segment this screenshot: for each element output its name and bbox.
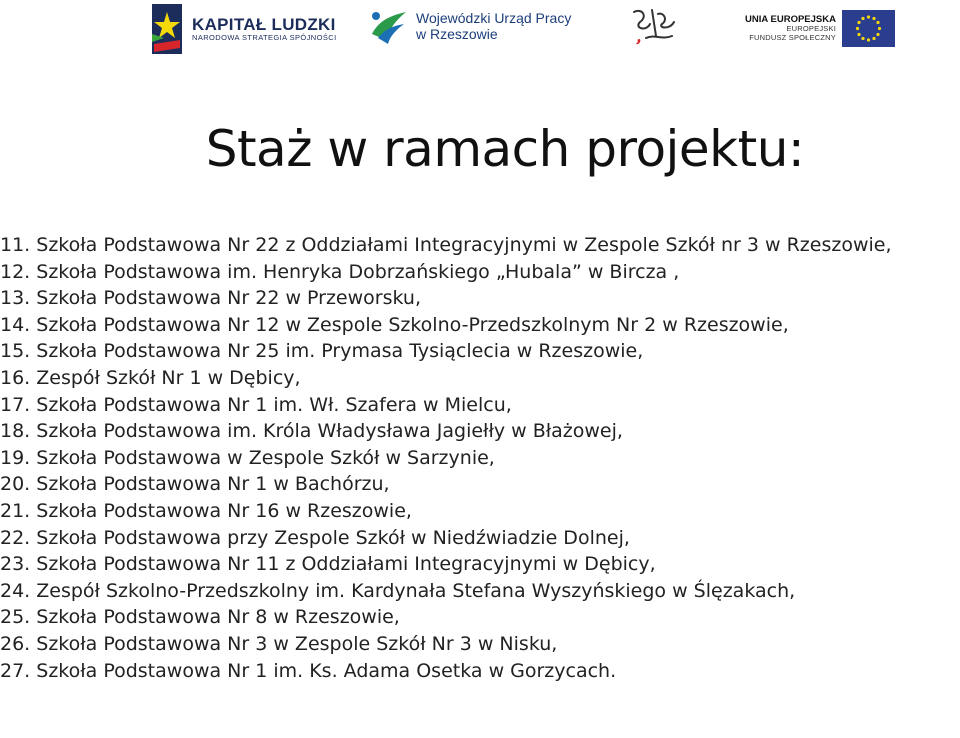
list-item: 20. Szkoła Podstawowa Nr 1 w Bachórzu, [0,473,390,496]
list-item: 12. Szkoła Podstawowa im. Henryka Dobrzańskiego „Hubala” w Bircza , [0,260,680,283]
list-item: 15. Szkoła Podstawowa Nr 25 im. Prymasa Tysiąclecia w Rzeszowie, [0,340,644,363]
list-item: 11. Szkoła Podstawowa Nr 22 z Oddziałami Integracyjnymi w Zespole Szkół nr 3 w Rzeszowie, [0,234,892,256]
list-item: 17. Szkoła Podstawowa Nr 1 im. Wł. Szafera w Mielcu, [0,393,512,416]
wup-logo [368,4,571,48]
list-item: 16. Zespół Szkół Nr 1 w Dębicy, [0,366,301,389]
list-item: 19. Szkoła Podstawowa w Zespole Szkół w Sarzynie, [0,446,495,469]
wup-line1: Wojewódzki Urząd Pracy [416,9,572,26]
list-item: 23. Szkoła Podstawowa Nr 11 z Oddziałami Integracyjnymi w Dębicy, [0,553,656,576]
list-item: 21. Szkoła Podstawowa Nr 16 w Rzeszowie, [0,499,412,522]
signature-logo [628,2,680,50]
kapital-ludzki-subtitle: NARODOWA STRATEGIA SPÓJNOŚCI [192,33,337,43]
logo-bar [0,0,960,60]
page-title: Staż w ramach projektu: [205,120,805,178]
eu-line2: EUROPEJSKI [786,24,836,34]
kapital-ludzki-logo [150,4,337,54]
eu-flag-icon [842,10,895,47]
list-item: 13. Szkoła Podstawowa Nr 22 w Przeworsku, [0,287,421,310]
signature-icon [628,2,680,50]
list-item: 18. Szkoła Podstawowa im. Króla Władysława Jagiełły w Błażowej, [0,420,623,443]
list-item: 24. Zespół Szkolno-Przedszkolny im. Kardynała Stefana Wyszyńskiego w Ślęzakach, [0,579,796,602]
list-item: 22. Szkoła Podstawowa przy Zespole Szkół w Niedźwiadzie Dolnej, [0,526,630,549]
wup-line2: w Rzeszowie [416,26,498,42]
school-list [0,232,960,684]
eu-line3: FUNDUSZ SPOŁECZNY [749,32,836,42]
list-item: 26. Szkoła Podstawowa Nr 3 w Zespole Szkół Nr 3 w Nisku, [0,632,558,655]
list-item: 25. Szkoła Podstawowa Nr 8 w Rzeszowie, [0,606,400,629]
eu-line1: UNIA EUROPEJSKA [745,13,836,25]
kapital-ludzki-name: KAPITAŁ LUDZKI [192,14,336,34]
star-icon [150,4,184,54]
eu-logo [745,10,895,47]
list-item: 27. Szkoła Podstawowa Nr 1 im. Ks. Adama Osetka w Gorzycach. [0,659,617,682]
bird-icon [368,4,410,48]
list-item: 14. Szkoła Podstawowa Nr 12 w Zespole Szkolno-Przedszkolnym Nr 2 w Rzeszowie, [0,313,789,336]
